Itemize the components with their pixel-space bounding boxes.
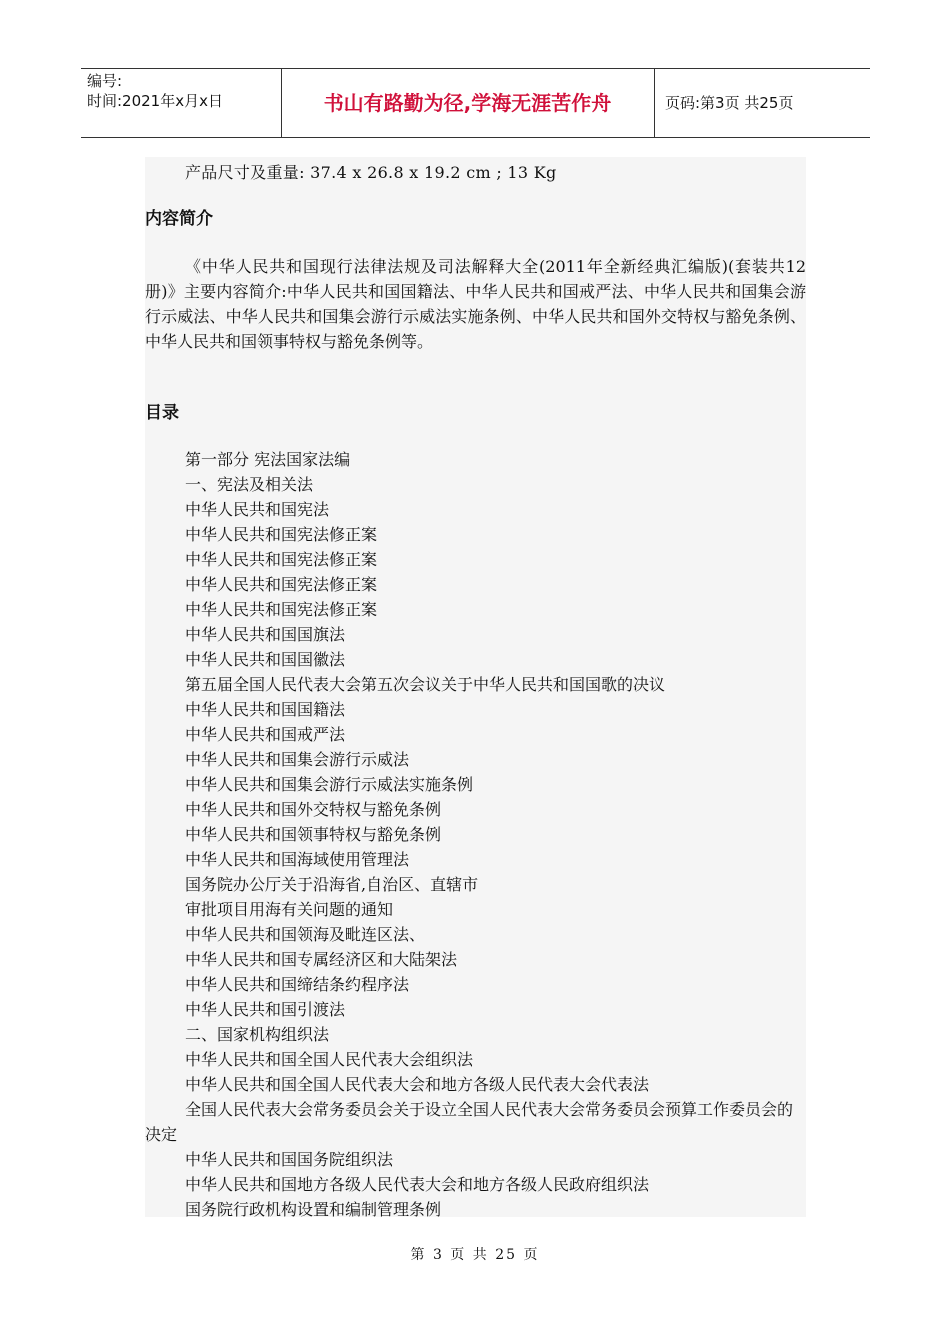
toc-item: 中华人民共和国引渡法 xyxy=(185,1000,346,1019)
header-table xyxy=(81,68,870,138)
product-dimensions: 产品尺寸及重量: 37.4 x 26.8 x 19.2 cm ; 13 Kg xyxy=(185,163,557,182)
toc-item: 中华人民共和国地方各级人民代表大会和地方各级人民政府组织法 xyxy=(185,1175,650,1194)
toc-item: 中华人民共和国宪法修正案 xyxy=(185,550,378,569)
toc-item: 中华人民共和国集会游行示威法 xyxy=(185,750,410,769)
toc-item: 中华人民共和国全国人民代表大会组织法 xyxy=(185,1050,474,1069)
toc-item: 审批项目用海有关问题的通知 xyxy=(185,900,394,919)
toc-item: 中华人民共和国国徽法 xyxy=(185,650,346,669)
header-page-info: 页码:第3页 共25页 xyxy=(665,94,794,112)
header-motto: 书山有路勤为径,学海无涯苦作舟 xyxy=(281,69,655,137)
intro-paragraph: 《中华人民共和国现行法律法规及司法解释大全(2011年全新经典汇编版)(套装共12册)》主要内容简介:中华人民共和国国籍法、中华人民共和国戒严法、中华人民共和国集会游行示威法、中华人民共和国集会游行示威法实施条例、中华人民共和国外交特权与豁免条例、中华人民共和国领事特权与豁免条例等。 xyxy=(145,257,806,351)
toc-item: 中华人民共和国宪法修正案 xyxy=(185,600,378,619)
toc-item: 中华人民共和国宪法修正案 xyxy=(185,575,378,594)
toc-item: 中华人民共和国领事特权与豁免条例 xyxy=(185,825,442,844)
doc-number-label: 编号: xyxy=(87,72,123,90)
toc-item: 第五届全国人民代表大会第五次会议关于中华人民共和国国歌的决议 xyxy=(185,675,666,694)
toc-item: 中华人民共和国领海及毗连区法、 xyxy=(185,925,426,944)
toc-item: 中华人民共和国外交特权与豁免条例 xyxy=(185,800,442,819)
toc-item: 中华人民共和国国籍法 xyxy=(185,700,346,719)
toc-item: 中华人民共和国宪法 xyxy=(185,500,330,519)
toc-item: 中华人民共和国缔结条约程序法 xyxy=(185,975,410,994)
toc-item: 第一部分 宪法国家法编 xyxy=(185,450,351,469)
toc-item: 中华人民共和国戒严法 xyxy=(185,725,346,744)
toc-item: 中华人民共和国宪法修正案 xyxy=(185,525,378,544)
toc-item: 二、国家机构组织法 xyxy=(185,1025,330,1044)
toc-item: 一、宪法及相关法 xyxy=(185,475,314,494)
date-line: 时间:2021年x月x日 xyxy=(87,92,223,110)
toc-item: 中华人民共和国国旗法 xyxy=(185,625,346,644)
toc-item: 中华人民共和国国务院组织法 xyxy=(185,1150,394,1169)
header-meta-cell xyxy=(81,69,282,137)
toc-item: 中华人民共和国集会游行示威法实施条例 xyxy=(185,775,474,794)
toc-item: 中华人民共和国全国人民代表大会和地方各级人民代表大会代表法 xyxy=(185,1075,650,1094)
toc-list xyxy=(145,447,806,1222)
toc-item: 中华人民共和国海域使用管理法 xyxy=(185,850,410,869)
toc-item: 国务院行政机构设置和编制管理条例 xyxy=(185,1200,442,1219)
toc-item: 全国人民代表大会常务委员会关于设立全国人民代表大会常务委员会预算工作委员会的决定 xyxy=(145,1100,794,1144)
document-body xyxy=(145,157,806,1217)
intro-heading: 内容简介 xyxy=(145,209,213,229)
toc-item: 国务院办公厅关于沿海省,自治区、直辖市 xyxy=(185,875,479,894)
toc-item: 中华人民共和国专属经济区和大陆架法 xyxy=(185,950,458,969)
page-footer: 第 3 页 共 25 页 xyxy=(410,1247,540,1263)
toc-heading: 目录 xyxy=(145,403,179,423)
